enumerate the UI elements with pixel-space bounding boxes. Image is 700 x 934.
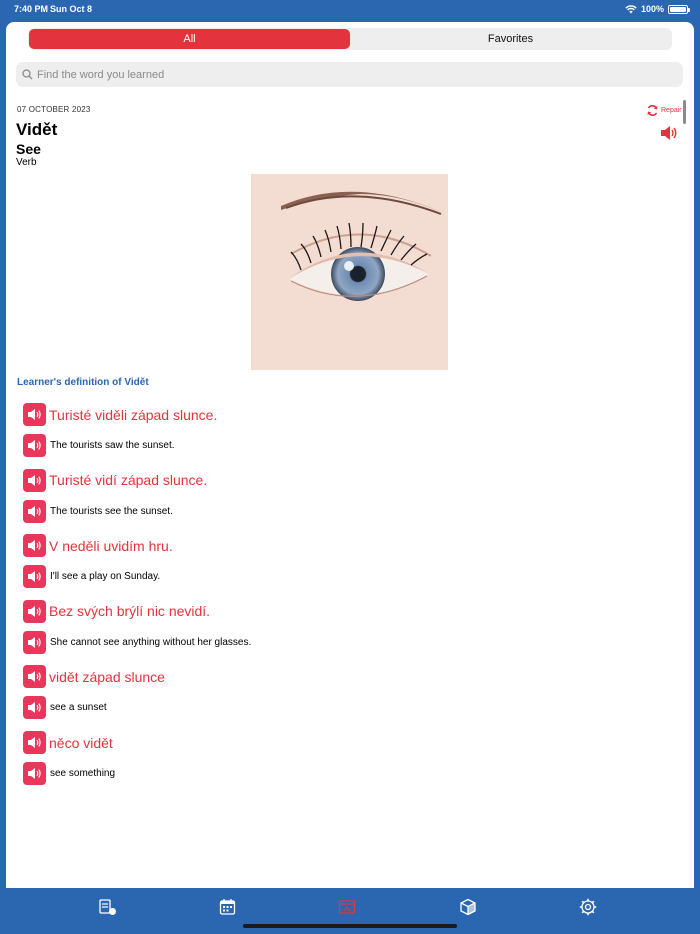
play-english-button[interactable] <box>23 434 46 457</box>
speaker-icon <box>27 539 42 552</box>
settings-icon <box>579 898 597 916</box>
speaker-icon <box>27 505 42 518</box>
word-translation: See <box>16 141 41 157</box>
search-icon <box>22 69 33 80</box>
czech-sentence: něco vidět <box>49 734 113 751</box>
tab-calendar[interactable] <box>219 898 237 921</box>
play-english-button[interactable] <box>23 762 46 785</box>
search-input[interactable] <box>37 69 637 81</box>
czech-sentence: Turisté vidí západ slunce. <box>49 472 208 489</box>
sentence-row-english <box>23 565 160 588</box>
sentence-row-english <box>23 500 173 523</box>
english-sentence: The tourists saw the sunset. <box>50 440 175 451</box>
segment-favorites[interactable]: Favorites <box>487 33 534 45</box>
speaker-icon <box>27 767 42 780</box>
definition-title: Learner's definition of Vidět <box>17 377 149 388</box>
sentence-row-english <box>23 762 115 785</box>
english-sentence: The tourists see the sunset. <box>50 505 173 517</box>
battery-percent: 100% <box>640 4 664 14</box>
play-english-button[interactable] <box>23 500 46 523</box>
battery-icon <box>668 5 688 14</box>
play-czech-button[interactable] <box>23 469 46 492</box>
speaker-icon <box>27 408 42 421</box>
english-sentence: see something <box>50 768 116 779</box>
home-indicator <box>243 924 457 928</box>
sentence-row-czech <box>23 534 173 557</box>
czech-sentence: V neděli uvidím hru. <box>49 537 173 554</box>
status-right <box>625 4 688 14</box>
sentence-row-english <box>23 696 107 719</box>
speaker-icon <box>27 636 42 649</box>
repair-button[interactable] <box>646 104 682 117</box>
play-english-button[interactable] <box>23 696 46 719</box>
sentence-row-czech <box>23 403 217 426</box>
czech-sentence: Turisté viděli západ slunce. <box>49 406 218 423</box>
status-time: 7:40 PM <box>14 4 49 14</box>
filter-segmented-control <box>28 28 672 50</box>
speaker-icon <box>27 570 42 583</box>
word-speaker-button[interactable] <box>660 125 678 146</box>
speaker-icon <box>27 701 42 714</box>
play-english-button[interactable] <box>23 631 46 654</box>
word-title: Vidět <box>16 120 58 139</box>
tab-cube[interactable] <box>459 898 477 921</box>
sentence-row-english <box>23 434 175 457</box>
play-czech-button[interactable] <box>23 665 46 688</box>
word-image <box>251 174 448 370</box>
play-czech-button[interactable] <box>23 403 46 426</box>
calendar-icon <box>219 898 237 916</box>
play-czech-button[interactable] <box>23 534 46 557</box>
english-sentence: She cannot see anything without her glasses. <box>50 636 252 648</box>
czech-sentence: vidět západ slunce <box>49 668 165 685</box>
tab-settings[interactable] <box>579 898 597 921</box>
status-date: Sun Oct 8 <box>50 4 93 14</box>
sentence-row-english <box>23 631 251 654</box>
czech-sentence: Bez svých brýlí nic nevidí. <box>49 603 211 620</box>
speaker-icon <box>27 474 42 487</box>
sentence-row-czech <box>23 469 207 492</box>
speaker-icon <box>27 439 42 452</box>
speaker-icon <box>27 736 42 749</box>
speaker-icon <box>27 670 42 683</box>
play-czech-button[interactable] <box>23 731 46 754</box>
search-bar <box>16 62 683 87</box>
words-icon <box>99 898 117 916</box>
scroll-indicator[interactable] <box>683 100 686 124</box>
status-bar <box>0 0 700 20</box>
part-of-speech: Verb <box>16 157 37 168</box>
speaker-icon <box>660 125 678 141</box>
speaker-icon <box>27 605 42 618</box>
play-czech-button[interactable] <box>23 600 46 623</box>
english-sentence: I'll see a play on Sunday. <box>50 571 161 583</box>
english-sentence: see a sunset <box>50 702 107 714</box>
flashcard-icon <box>338 898 356 916</box>
tab-flashcards[interactable] <box>338 898 356 921</box>
eye-illustration <box>251 174 448 370</box>
refresh-icon <box>646 104 659 117</box>
segment-all[interactable]: All <box>29 29 350 49</box>
cube-icon <box>459 898 477 916</box>
tab-words[interactable] <box>99 898 117 921</box>
repair-label: Repair <box>661 107 682 114</box>
main-panel <box>6 22 694 888</box>
sentence-row-czech <box>23 731 113 754</box>
wifi-icon <box>625 5 637 14</box>
entry-date: 07 OCTOBER 2023 <box>17 105 91 114</box>
sentence-row-czech <box>23 600 210 623</box>
play-english-button[interactable] <box>23 565 46 588</box>
sentence-row-czech <box>23 665 165 688</box>
